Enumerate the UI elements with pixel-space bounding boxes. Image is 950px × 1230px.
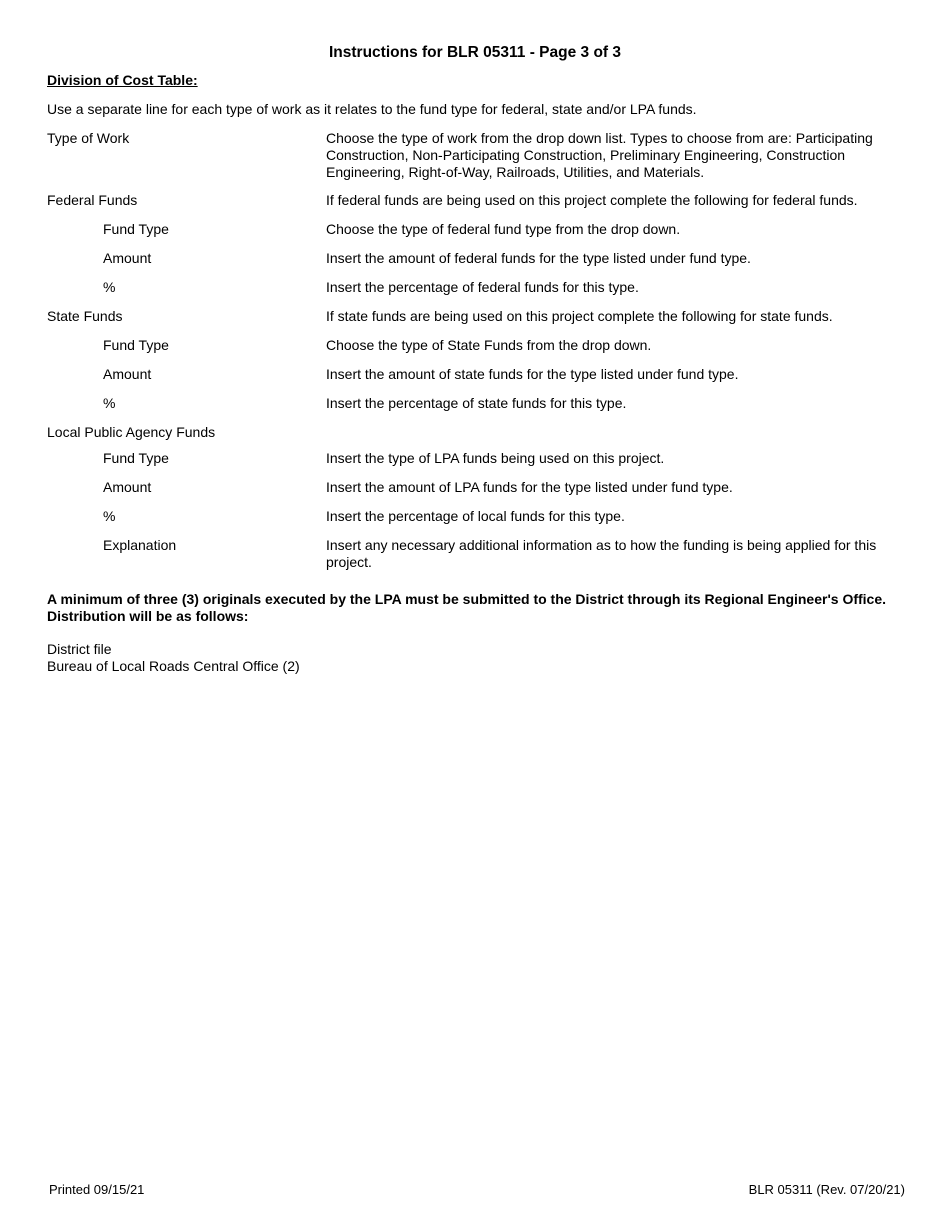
row-description: If federal funds are being used on this project complete the following for federal funds. (326, 192, 858, 208)
row-label: % (103, 508, 116, 524)
row-label: Type of Work (47, 130, 130, 146)
row-description: Insert the amount of state funds for the type listed under fund type. (326, 366, 739, 382)
row-label: Fund Type (103, 221, 169, 237)
row-description: Choose the type of State Funds from the drop down. (326, 337, 652, 353)
row-label: Local Public Agency Funds (47, 424, 216, 440)
row-label: % (103, 279, 116, 295)
row-label: Explanation (103, 537, 177, 553)
row-label: Amount (103, 479, 152, 495)
row-state-funds (47, 308, 897, 337)
row-federal-funds (47, 192, 897, 221)
row-type-of-work (47, 130, 897, 192)
row-description: Insert the type of LPA funds being used on this project. (326, 450, 665, 466)
submission-notice: A minimum of three (3) originals executed by the LPA must be submitted to the District through its Regional Engineer's Office. Distribution will be as follows: (47, 591, 887, 624)
row-label: Fund Type (103, 337, 169, 353)
row-federal-amount (47, 250, 897, 279)
row-local-fund-type (47, 450, 897, 479)
distribution-item: District file (47, 641, 112, 657)
row-label: % (103, 395, 116, 411)
row-description: Insert the amount of federal funds for the type listed under fund type. (326, 250, 751, 266)
distribution-item: Bureau of Local Roads Central Office (2) (47, 658, 300, 674)
printed-date: Printed 09/15/21 (49, 1182, 145, 1197)
row-description: Insert any necessary additional information as to how the funding is being applied for this project. (326, 537, 877, 570)
row-federal-percent (47, 279, 897, 308)
row-label: Amount (103, 250, 152, 266)
row-label: Federal Funds (47, 192, 138, 208)
row-explanation (47, 537, 897, 577)
row-label: Fund Type (103, 450, 169, 466)
instruction-table (47, 130, 897, 577)
row-description: If state funds are being used on this project complete the following for state funds. (326, 308, 833, 324)
row-label: Amount (103, 366, 152, 382)
page-title: Instructions for BLR 05311 - Page 3 of 3 (329, 44, 621, 61)
form-revision: BLR 05311 (Rev. 07/20/21) (748, 1182, 905, 1197)
intro-text: Use a separate line for each type of work as it relates to the fund type for federal, state and/or LPA funds. (47, 101, 697, 117)
row-local-funds (47, 424, 897, 450)
row-description: Insert the percentage of federal funds for this type. (326, 279, 639, 295)
row-local-percent (47, 508, 897, 537)
section-heading: Division of Cost Table: (47, 72, 198, 88)
row-local-amount (47, 479, 897, 508)
row-description: Choose the type of federal fund type from the drop down. (326, 221, 681, 237)
row-state-percent (47, 395, 897, 424)
row-state-amount (47, 366, 897, 395)
row-description: Choose the type of work from the drop down list. Types to choose from are: Participating Construction, Non-Participating Construction, Preliminary Engineering, Construction Engineering, Right-of-Way, Railroads, Utilities, and Materials. (326, 130, 873, 180)
row-label: State Funds (47, 308, 123, 324)
row-state-fund-type (47, 337, 897, 366)
row-description: Insert the amount of LPA funds for the type listed under fund type. (326, 479, 733, 495)
row-description: Insert the percentage of state funds for this type. (326, 395, 627, 411)
distribution-list (47, 641, 300, 675)
row-federal-fund-type (47, 221, 897, 250)
row-description: Insert the percentage of local funds for this type. (326, 508, 625, 524)
